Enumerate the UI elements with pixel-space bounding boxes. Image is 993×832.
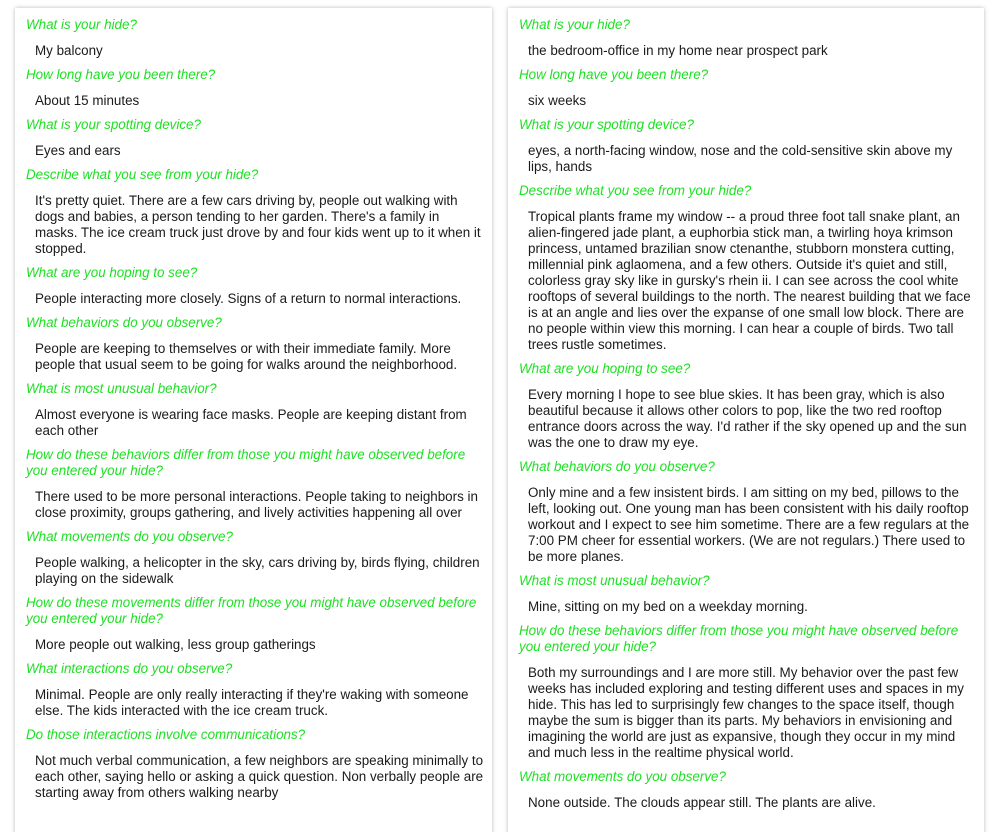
answer-text: It's pretty quiet. There are a few cars driving by, people out walking with dogs and babies, a person tending to her garden. There's a family in masks. The ice cream truck just drove by and four kids went up to it when it stopped.	[35, 193, 481, 256]
answer-text: Eyes and ears	[35, 143, 121, 158]
qa-item	[15, 307, 492, 373]
qa-item	[508, 353, 984, 451]
answer-text: People walking, a helicopter in the sky, cars driving by, birds flying, children playing on the sidewalk	[35, 555, 480, 586]
answer-text: Minimal. People are only really interacting if they're waking with someone else. The kids interacted with the ice cream truck.	[35, 687, 469, 718]
qa-item	[15, 439, 492, 521]
answer-text: People interacting more closely. Signs of a return to normal interactions.	[35, 291, 462, 306]
question-label: Describe what you see from your hide?	[519, 183, 752, 198]
answer-text: None outside. The clouds appear still. The plants are alive.	[528, 795, 876, 810]
qa-item	[508, 8, 984, 59]
qa-item	[508, 175, 984, 353]
qa-item	[508, 565, 984, 615]
answer-text: About 15 minutes	[35, 93, 140, 108]
question-label: How long have you been there?	[519, 67, 709, 82]
answer-text: Almost everyone is wearing face masks. People are keeping distant from each other	[35, 407, 467, 438]
question-label: How do these behaviors differ from those you might have observed before you entered your hide?	[26, 447, 466, 478]
qa-item	[15, 373, 492, 439]
answer-text: Both my surroundings and I are more still. My behavior over the past few weeks has included exploring and testing different uses and spaces in my hide. This has led to surprisingly few changes to the space itself, though maybe the sum is bigger than its parts. My behaviors in envisioning and imagining the world are just as expansive, though they occur in my mind and much less in the realtime physical world.	[528, 665, 964, 760]
answer-text: People are keeping to themselves or with their immediate family. More people that usual seem to be going for walks around the neighborhood.	[35, 341, 458, 372]
question-label: How long have you been there?	[26, 67, 216, 82]
qa-item	[15, 59, 492, 109]
qa-item	[15, 8, 492, 59]
answer-text: My balcony	[35, 43, 103, 58]
left-response-card	[15, 8, 492, 832]
qa-item	[15, 159, 492, 257]
question-label: What movements do you observe?	[519, 769, 726, 784]
right-response-card	[508, 8, 984, 832]
qa-item	[508, 59, 984, 109]
answer-text: six weeks	[528, 93, 587, 108]
qa-item	[508, 761, 984, 811]
question-label: How do these movements differ from those you might have observed before you entered your hide?	[26, 595, 477, 626]
qa-item	[15, 521, 492, 587]
question-label: Do those interactions involve communications?	[26, 727, 306, 742]
question-label: Describe what you see from your hide?	[26, 167, 259, 182]
question-label: What interactions do you observe?	[26, 661, 233, 676]
question-label: What is your hide?	[519, 17, 630, 32]
answer-text: Every morning I hope to see blue skies. It has been gray, which is also beautiful because it allows other colors to pop, like the two red rooftop entrance doors across the way. I'd rather if the sky opened up and the sun was the one to draw my eye.	[528, 387, 967, 450]
answer-text: eyes, a north-facing window, nose and the cold-sensitive skin above my lips, hands	[528, 143, 953, 174]
answer-text: the bedroom-office in my home near prospect park	[528, 43, 828, 58]
question-label: What is most unusual behavior?	[26, 381, 217, 396]
question-label: What is your spotting device?	[519, 117, 694, 132]
question-label: What are you hoping to see?	[519, 361, 691, 376]
answer-text: Only mine and a few insistent birds. I am sitting on my bed, pillows to the left, looking out. One young man has been consistent with his daily rooftop workout and I expect to see him sometime. There are a few regulars at the 7:00 PM cheer for essential workers. (We are not regulars.) There used to be more planes.	[528, 485, 970, 564]
qa-item	[508, 615, 984, 761]
qa-item	[15, 257, 492, 307]
qa-item	[15, 653, 492, 719]
question-label: What behaviors do you observe?	[519, 459, 715, 474]
answer-text: Tropical plants frame my window -- a proud three foot tall snake plant, an alien-fingered jade plant, a euphorbia stick man, a twirling hoya krimson princess, untamed brazilian snow ctenanthe, stubborn monstera cutting, millennial pink aglaomena, and a few others. Outside it's quiet and still, colorless gray sky like in gursky's rhein ii. I can see across the cool white rooftops of several buildings to the north. The nearest building that we face is at an angle and lies over the expanse of one small low block. There are no people within view this morning. I can hear a couple of birds. Two tall trees rustle sometimes.	[528, 209, 971, 352]
question-label: What movements do you observe?	[26, 529, 233, 544]
question-label: What is most unusual behavior?	[519, 573, 710, 588]
question-label: How do these behaviors differ from those you might have observed before you entered your hide?	[519, 623, 959, 654]
question-label: What are you hoping to see?	[26, 265, 198, 280]
answer-text: There used to be more personal interactions. People taking to neighbors in close proximity, groups gathering, and lively activities happening all over	[35, 489, 478, 520]
qa-item	[508, 109, 984, 175]
qa-item	[15, 109, 492, 159]
question-label: What is your hide?	[26, 17, 137, 32]
answer-text: Mine, sitting on my bed on a weekday morning.	[528, 599, 808, 614]
qa-item	[15, 587, 492, 653]
answer-text: More people out walking, less group gatherings	[35, 637, 316, 652]
question-label: What is your spotting device?	[26, 117, 201, 132]
answer-text: Not much verbal communication, a few neighbors are speaking minimally to each other, saying hello or asking a quick question. Non verbally people are starting away from others walking nearby	[35, 753, 484, 800]
qa-item	[15, 719, 492, 801]
question-label: What behaviors do you observe?	[26, 315, 222, 330]
qa-item	[508, 451, 984, 565]
